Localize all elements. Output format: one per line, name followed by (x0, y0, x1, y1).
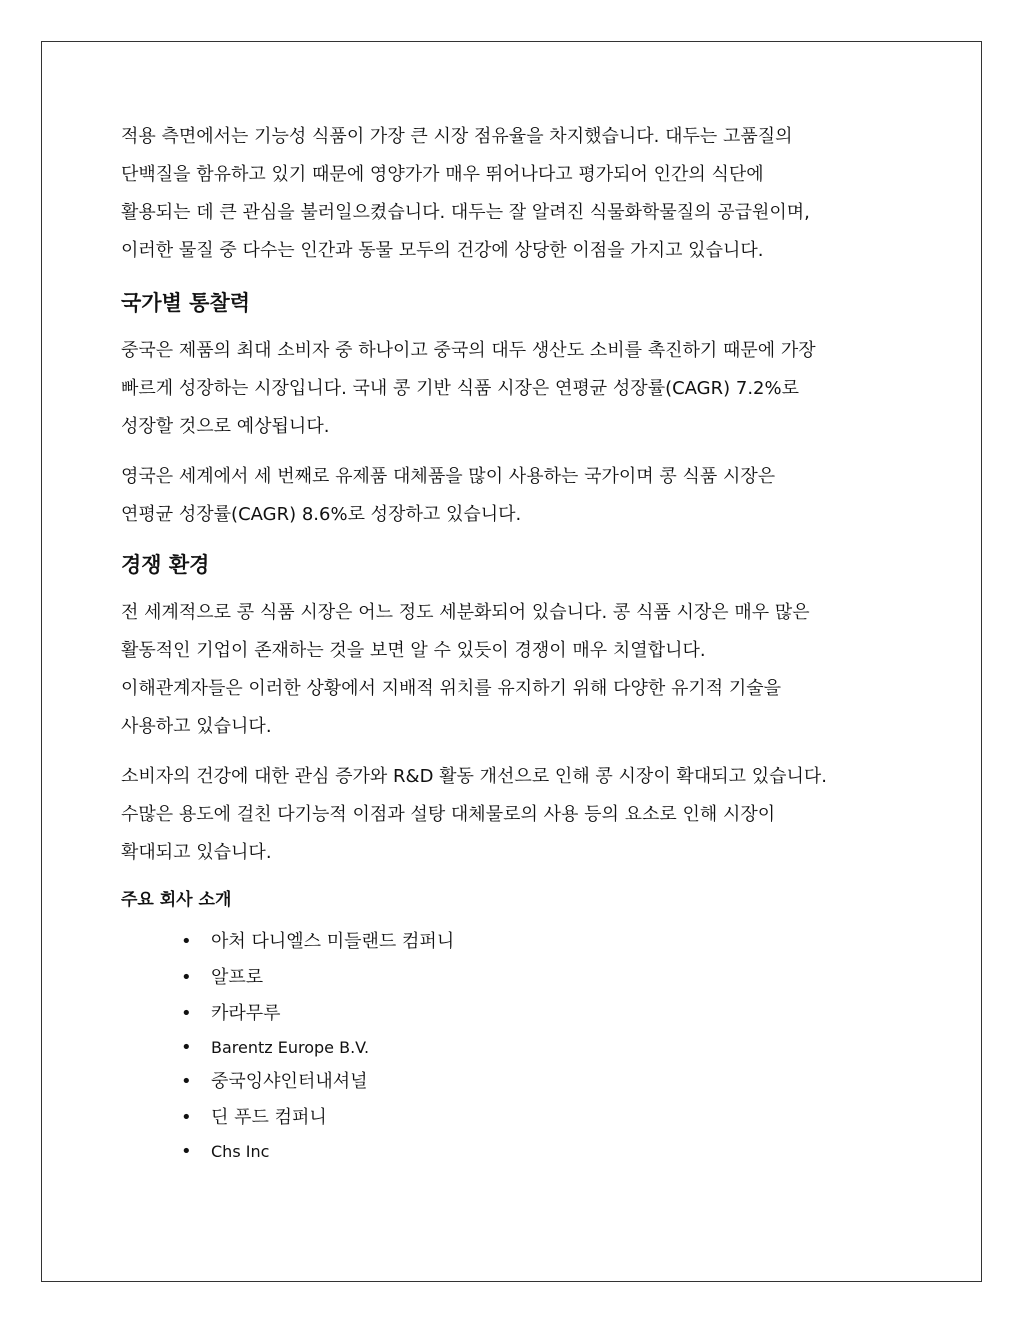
company-name: 카라무루 (211, 1003, 281, 1024)
bullet-icon: • (181, 1071, 192, 1092)
competition-paragraph-1: 전 세계적으로 콩 식품 시장은 어느 정도 세분화되어 있습니다. 콩 식품 시장은 매우 많은 활동적인 기업이 존재하는 것을 보면 알 수 있듯이 경쟁이 매우 치열합니다. 이해관계자들은 이러한 상황에서 지배적 위치를 유지하기 위해 다양한 유기적 기술을 사용하고 있습니다. (121, 602, 810, 737)
document-body (121, 118, 911, 1168)
company-name: 알프로 (211, 967, 264, 988)
bullet-icon: • (181, 967, 192, 988)
list-item (181, 1064, 911, 1100)
list-item (181, 960, 911, 996)
list-item (181, 924, 911, 960)
country-insights-heading: 국가별 통찰력 (121, 291, 251, 315)
intro-paragraph: 적용 측면에서는 기능성 식품이 가장 큰 시장 점유율을 차지했습니다. 대두는 고품질의 단백질을 함유하고 있기 때문에 영양가가 매우 뛰어나다고 평가되어 인간의 식단에 활용되는 데 큰 관심을 불러일으켰습니다. 대두는 잘 알려진 식물화학물질의 공급원이며, 이러한 물질 중 다수는 인간과 동물 모두의 건강에 상당한 이점을 가지고 있습니다. (121, 126, 810, 261)
company-name: Barentz Europe B.V. (211, 1038, 370, 1057)
company-name: 중국잉샤인터내셔널 (211, 1071, 368, 1092)
company-name: Chs Inc (211, 1142, 270, 1161)
bullet-icon: • (181, 1037, 192, 1058)
competition-paragraph-2: 소비자의 건강에 대한 관심 증가와 R&D 활동 개선으로 인해 콩 시장이 확대되고 있습니다. 수많은 용도에 걸친 다기능적 이점과 설탕 대체물로의 사용 등의 요소로 인해 시장이 확대되고 있습니다. (121, 766, 827, 863)
company-list (121, 924, 911, 1168)
bullet-icon: • (181, 1003, 192, 1024)
company-name: 아처 다니엘스 미들랜드 컴퍼니 (211, 931, 455, 952)
list-item (181, 1136, 911, 1168)
competition-heading: 경쟁 환경 (121, 553, 210, 577)
company-name: 딘 푸드 컴퍼니 (211, 1107, 327, 1128)
country-paragraph-uk: 영국은 세계에서 세 번째로 유제품 대체품을 많이 사용하는 국가이며 콩 식품 시장은 연평균 성장률(CAGR) 8.6%로 성장하고 있습니다. (121, 466, 776, 525)
bullet-icon: • (181, 931, 192, 952)
list-item (181, 996, 911, 1032)
bullet-icon: • (181, 1107, 192, 1128)
list-item (181, 1032, 911, 1064)
list-item (181, 1100, 911, 1136)
country-paragraph-china: 중국은 제품의 최대 소비자 중 하나이고 중국의 대두 생산도 소비를 촉진하기 때문에 가장 빠르게 성장하는 시장입니다. 국내 콩 기반 식품 시장은 연평균 성장률(CAGR) 7.2%로 성장할 것으로 예상됩니다. (121, 340, 816, 437)
bullet-icon: • (181, 1141, 192, 1162)
companies-heading: 주요 회사 소개 (121, 890, 232, 910)
